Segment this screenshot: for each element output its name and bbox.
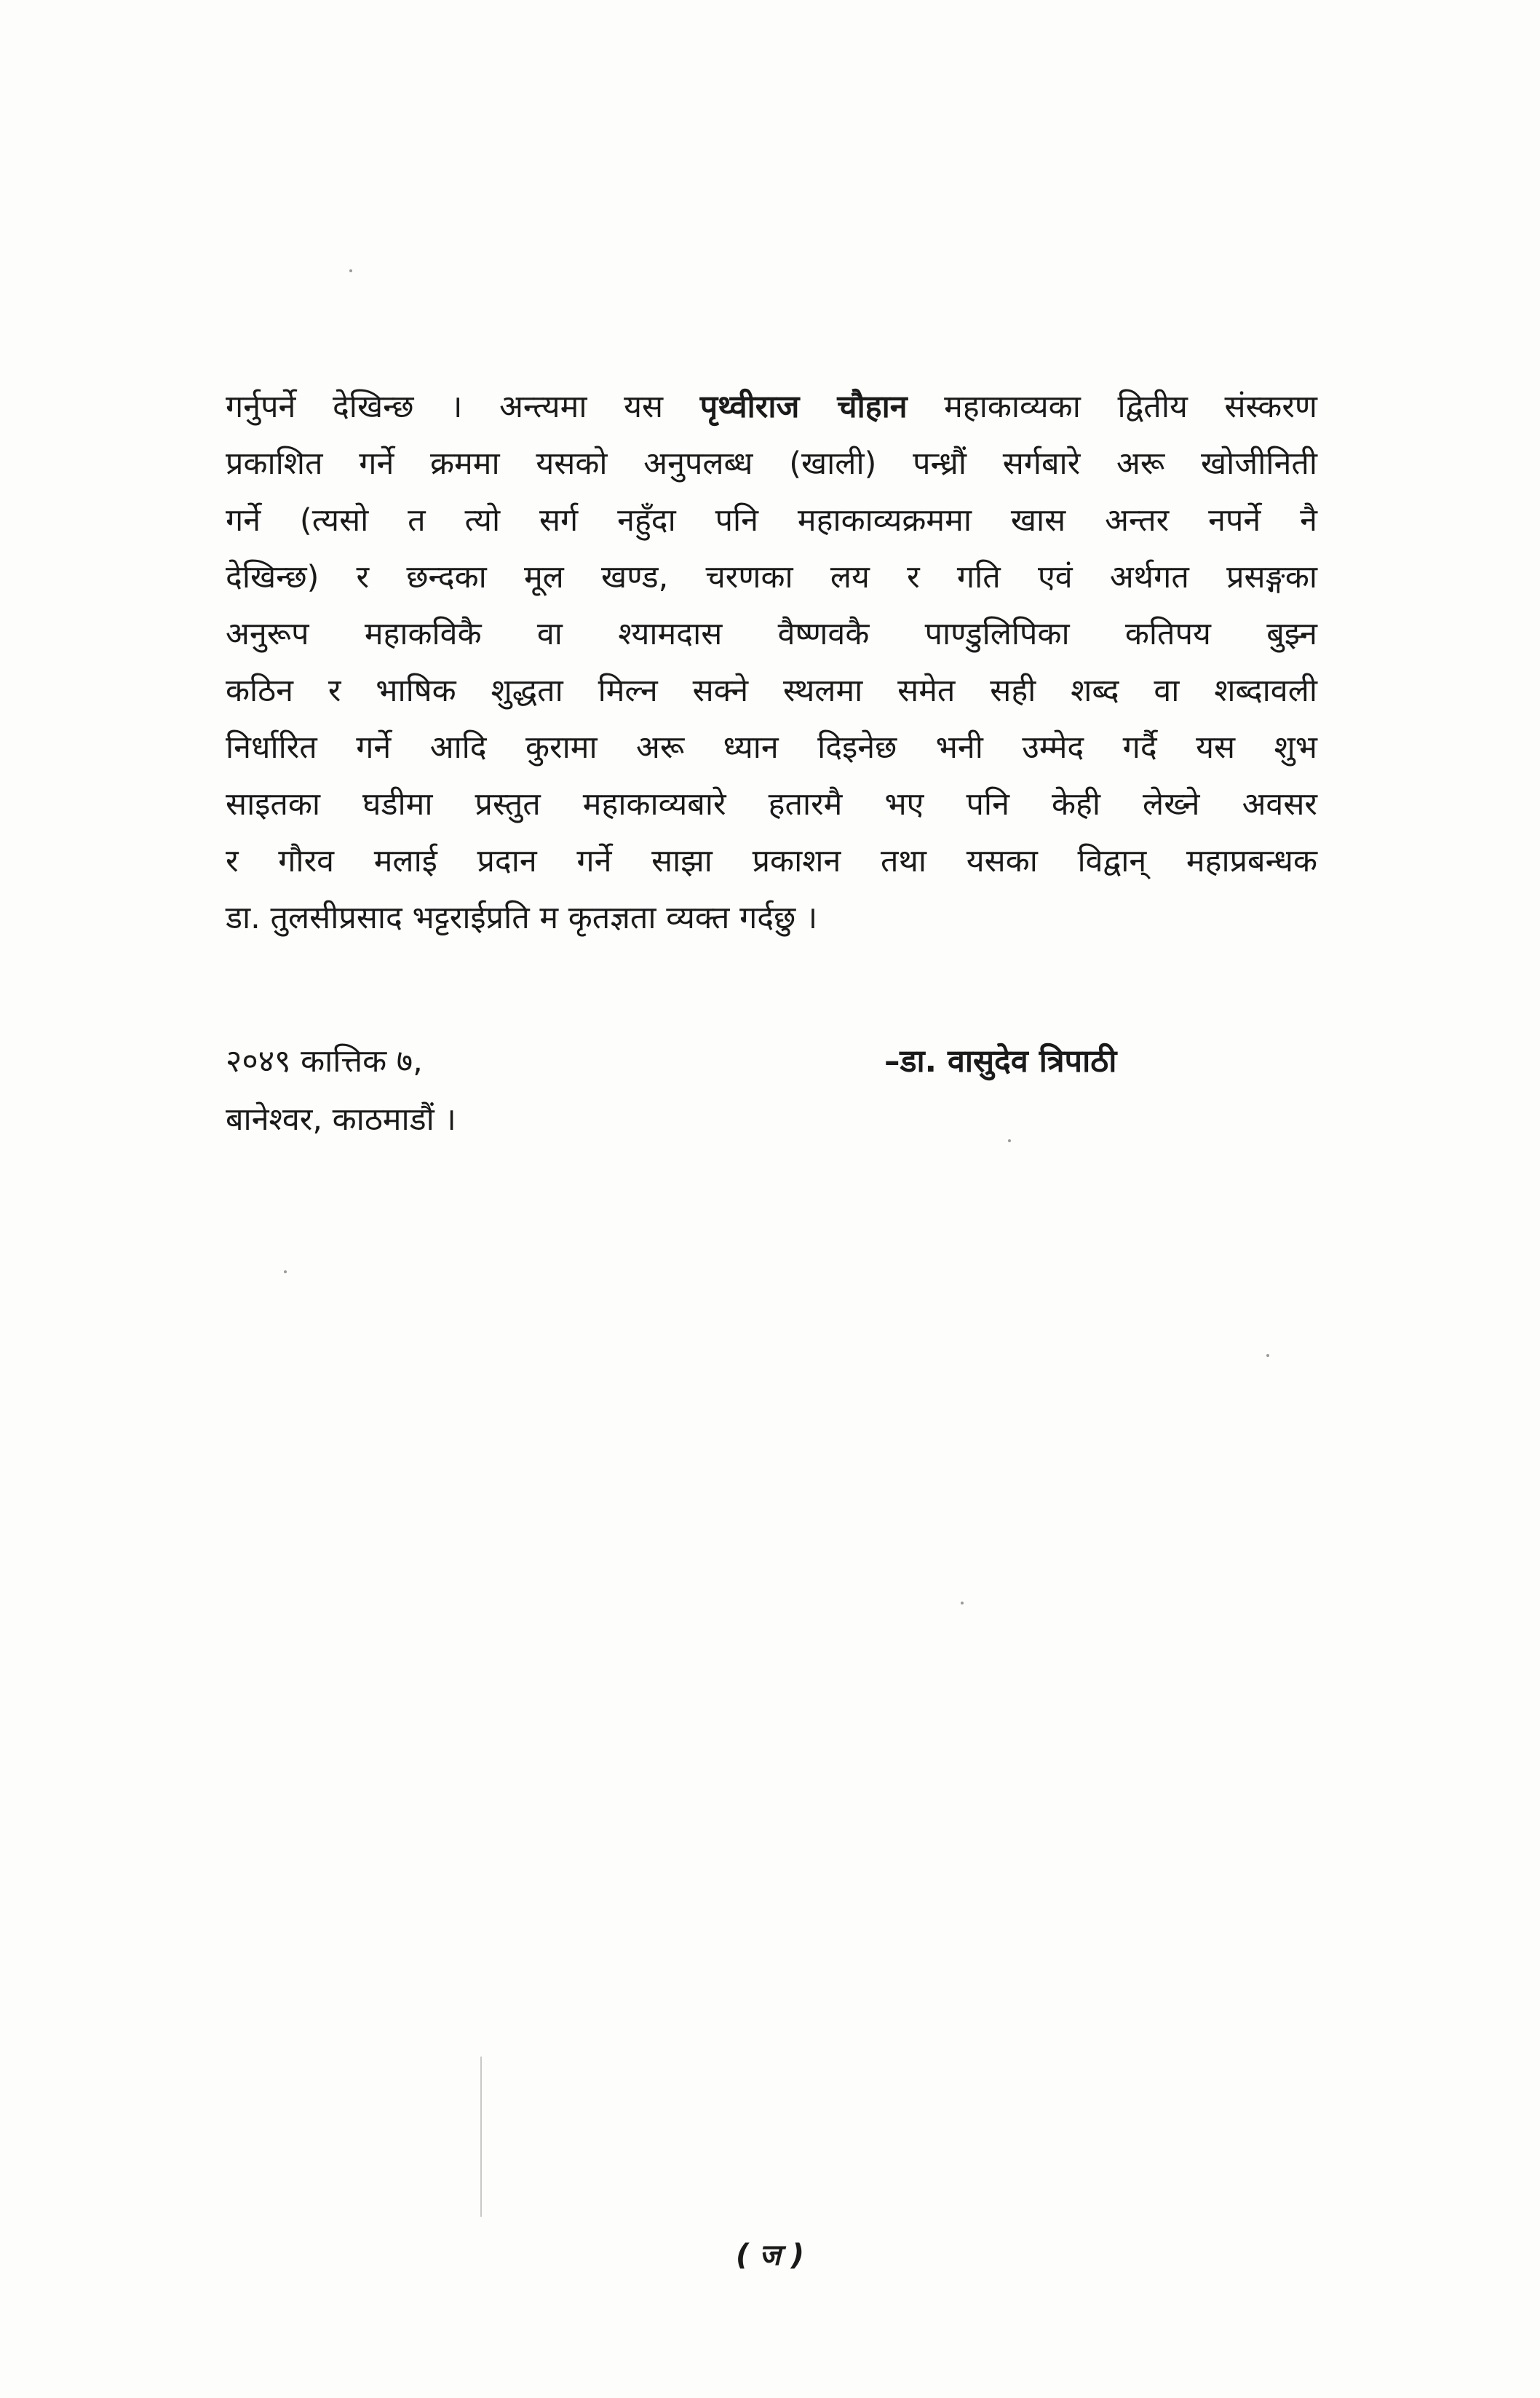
author-signature: –डा. वासुदेव त्रिपाठी: [884, 1043, 1117, 1080]
page-number: ( ज ): [735, 2239, 805, 2272]
place-line: बानेश्वर, काठमाडौं ।: [226, 1101, 456, 1138]
paragraph-line: साइतका घडीमा प्रस्तुत महाकाव्यबारे हतारमै भए पनि केही लेख्ने अवसर: [226, 786, 1317, 823]
line-text: गर्नुपर्ने देखिन्छ । अन्त्यमा यस: [226, 389, 700, 425]
date-place-block: [226, 1032, 456, 1149]
preface-paragraph: [226, 379, 1317, 946]
scan-speck: [1008, 1139, 1011, 1142]
paragraph-line: कठिन र भाषिक शुद्धता मिल्न सक्ने स्थलमा समेत सही शब्द वा शब्दावली: [226, 673, 1317, 709]
scan-artifact-line: [480, 2057, 482, 2217]
epic-title: पृथ्वीराज चौहान: [699, 389, 908, 425]
paragraph-line: निर्धारित गर्ने आदि कुरामा अरू ध्यान दिइनेछ भनी उम्मेद गर्दै यस शुभ: [226, 729, 1317, 766]
paragraph-line: [226, 379, 1317, 435]
scan-speck: [349, 269, 352, 272]
scan-speck: [961, 1602, 964, 1604]
paragraph-line: प्रकाशित गर्ने क्रममा यसको अनुपलब्ध (खाली) पन्ध्रौं सर्गबारे अरू खोजीनिती: [226, 446, 1317, 482]
scan-speck: [1266, 1354, 1269, 1357]
paragraph-line: अनुरूप महाकविकै वा श्यामदास वैष्णवकै पाण्डुलिपिका कतिपय बुझ्न: [226, 616, 1317, 652]
paragraph-line: गर्ने (त्यसो त त्यो सर्ग नहुँदा पनि महाकाव्यक्रममा खास अन्तर नपर्ने नै: [226, 502, 1317, 539]
line-text: महाकाव्यका द्वितीय संस्करण: [907, 389, 1317, 425]
paragraph-line: र गौरव मलाई प्रदान गर्ने साझा प्रकाशन तथा यसका विद्वान् महाप्रबन्धक: [226, 843, 1317, 879]
date-line: २०४९ कात्तिक ७,: [226, 1043, 423, 1080]
paragraph-line: देखिन्छ) र छन्दका मूल खण्ड, चरणका लय र गति एवं अर्थगत प्रसङ्गका: [226, 559, 1317, 595]
scan-speck: [284, 1270, 287, 1273]
paragraph-line: डा. तुलसीप्रसाद भट्टराईप्रति म कृतज्ञता व्यक्त गर्दछु ।: [226, 900, 818, 936]
